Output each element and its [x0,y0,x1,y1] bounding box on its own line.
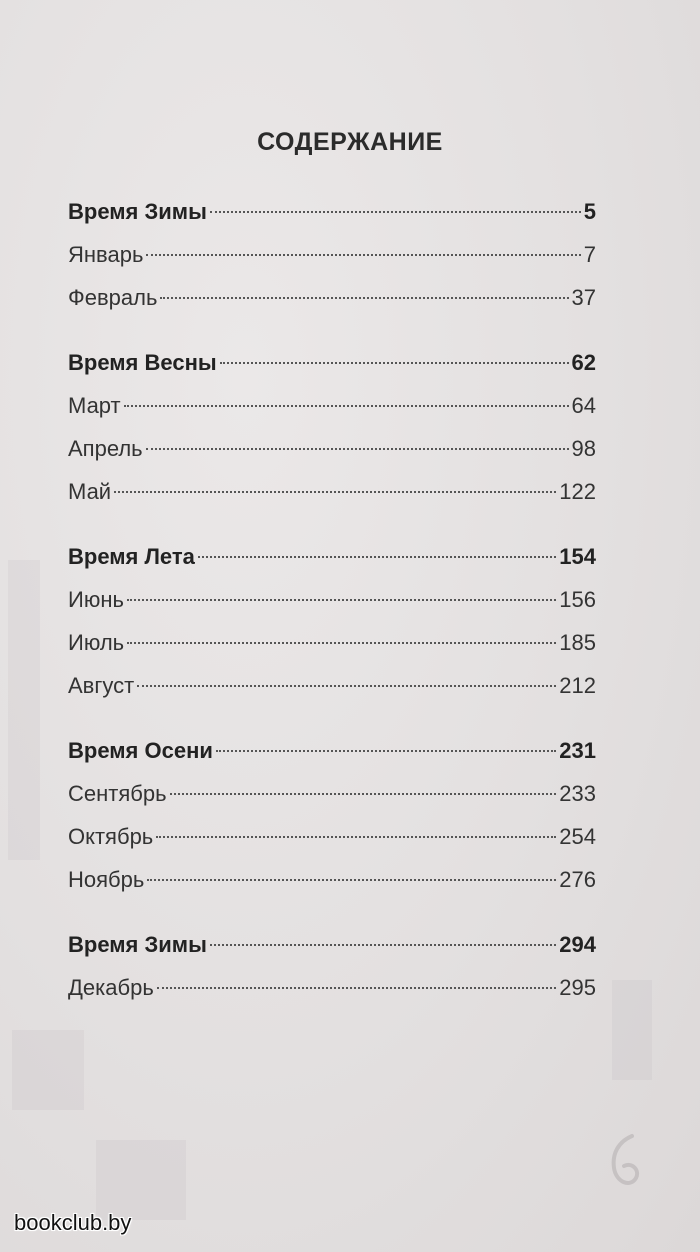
toc-entry-label: Февраль [68,285,158,310]
toc-page-number: 64 [571,393,596,418]
dot-leader [170,793,557,795]
dot-leader [137,685,556,687]
dot-leader [216,750,556,752]
toc-page-number: 122 [559,479,596,504]
toc-heading [68,923,596,966]
toc-page-number: 294 [559,932,596,957]
bleed-through-qr [12,1030,84,1110]
toc-entry [68,966,596,1009]
page-title: СОДЕРЖАНИЕ [257,128,443,156]
toc-entry-label: Сентябрь [68,781,167,806]
dot-leader [127,642,556,644]
dot-leader [160,297,568,299]
toc-entry [68,578,596,621]
bleed-through-barcode [96,1140,186,1220]
toc-entry-label: Апрель [68,436,143,461]
toc-page-number: 156 [559,587,596,612]
toc-entry [68,276,596,319]
toc-page-number: 98 [571,436,596,461]
toc-entry-label: Июль [68,630,125,655]
toc-page-number: 62 [571,350,596,375]
toc-section-summer [68,535,596,707]
toc-entry [68,664,596,707]
dot-leader [156,836,556,838]
toc-entry-label: Октябрь [68,824,154,849]
toc-section-spring [68,341,596,513]
bleed-through-left [8,560,40,860]
toc-section-winter-end [68,923,596,1009]
toc-heading-label: Время Зимы [68,199,207,224]
dot-leader [220,362,569,364]
toc-page-number: 5 [583,199,596,224]
dot-leader [157,987,557,989]
toc-page-number: 185 [559,630,596,655]
dot-leader [124,405,569,407]
toc-entry [68,772,596,815]
dot-leader [114,491,556,493]
toc-heading [68,729,596,772]
toc-page-number: 37 [571,285,596,310]
toc-entry [68,470,596,513]
dot-leader [127,599,556,601]
toc-entry [68,815,596,858]
toc-heading-label: Время Весны [68,350,217,375]
toc-heading-label: Время Лета [68,544,195,569]
dot-leader [210,211,581,213]
toc-entry [68,233,596,276]
toc-section-autumn [68,729,596,901]
toc-entry [68,427,596,470]
dot-leader [198,556,556,558]
toc-heading [68,535,596,578]
toc-entry-label: Январь [68,242,144,267]
dot-leader [146,448,569,450]
toc-page-number: 231 [559,738,596,763]
toc-page-number: 254 [559,824,596,849]
toc-entry-label: Июнь [68,587,124,612]
dot-leader [146,254,580,256]
toc-page-number: 276 [559,867,596,892]
bleed-through-right [612,980,652,1080]
toc-heading-label: Время Осени [68,738,213,763]
toc-section-winter [68,190,596,319]
table-of-contents [68,190,596,1031]
toc-page-number: 154 [559,544,596,569]
toc-entry-label: Август [68,673,135,698]
toc-entry [68,384,596,427]
toc-entry-label: Декабрь [68,975,154,1000]
toc-entry [68,858,596,901]
toc-page-number: 233 [559,781,596,806]
toc-page-number: 295 [559,975,596,1000]
dot-leader [210,944,556,946]
watermark-text: bookclub.by [14,1210,132,1235]
toc-heading [68,341,596,384]
toc-heading [68,190,596,233]
toc-entry-label: Ноябрь [68,867,145,892]
dot-leader [147,879,556,881]
toc-heading-label: Время Зимы [68,932,207,957]
toc-entry [68,621,596,664]
toc-page-number: 212 [559,673,596,698]
publisher-logo-icon [604,1132,644,1196]
toc-entry-label: Март [68,393,121,418]
toc-entry-label: Май [68,479,112,504]
toc-page-number: 7 [583,242,596,267]
